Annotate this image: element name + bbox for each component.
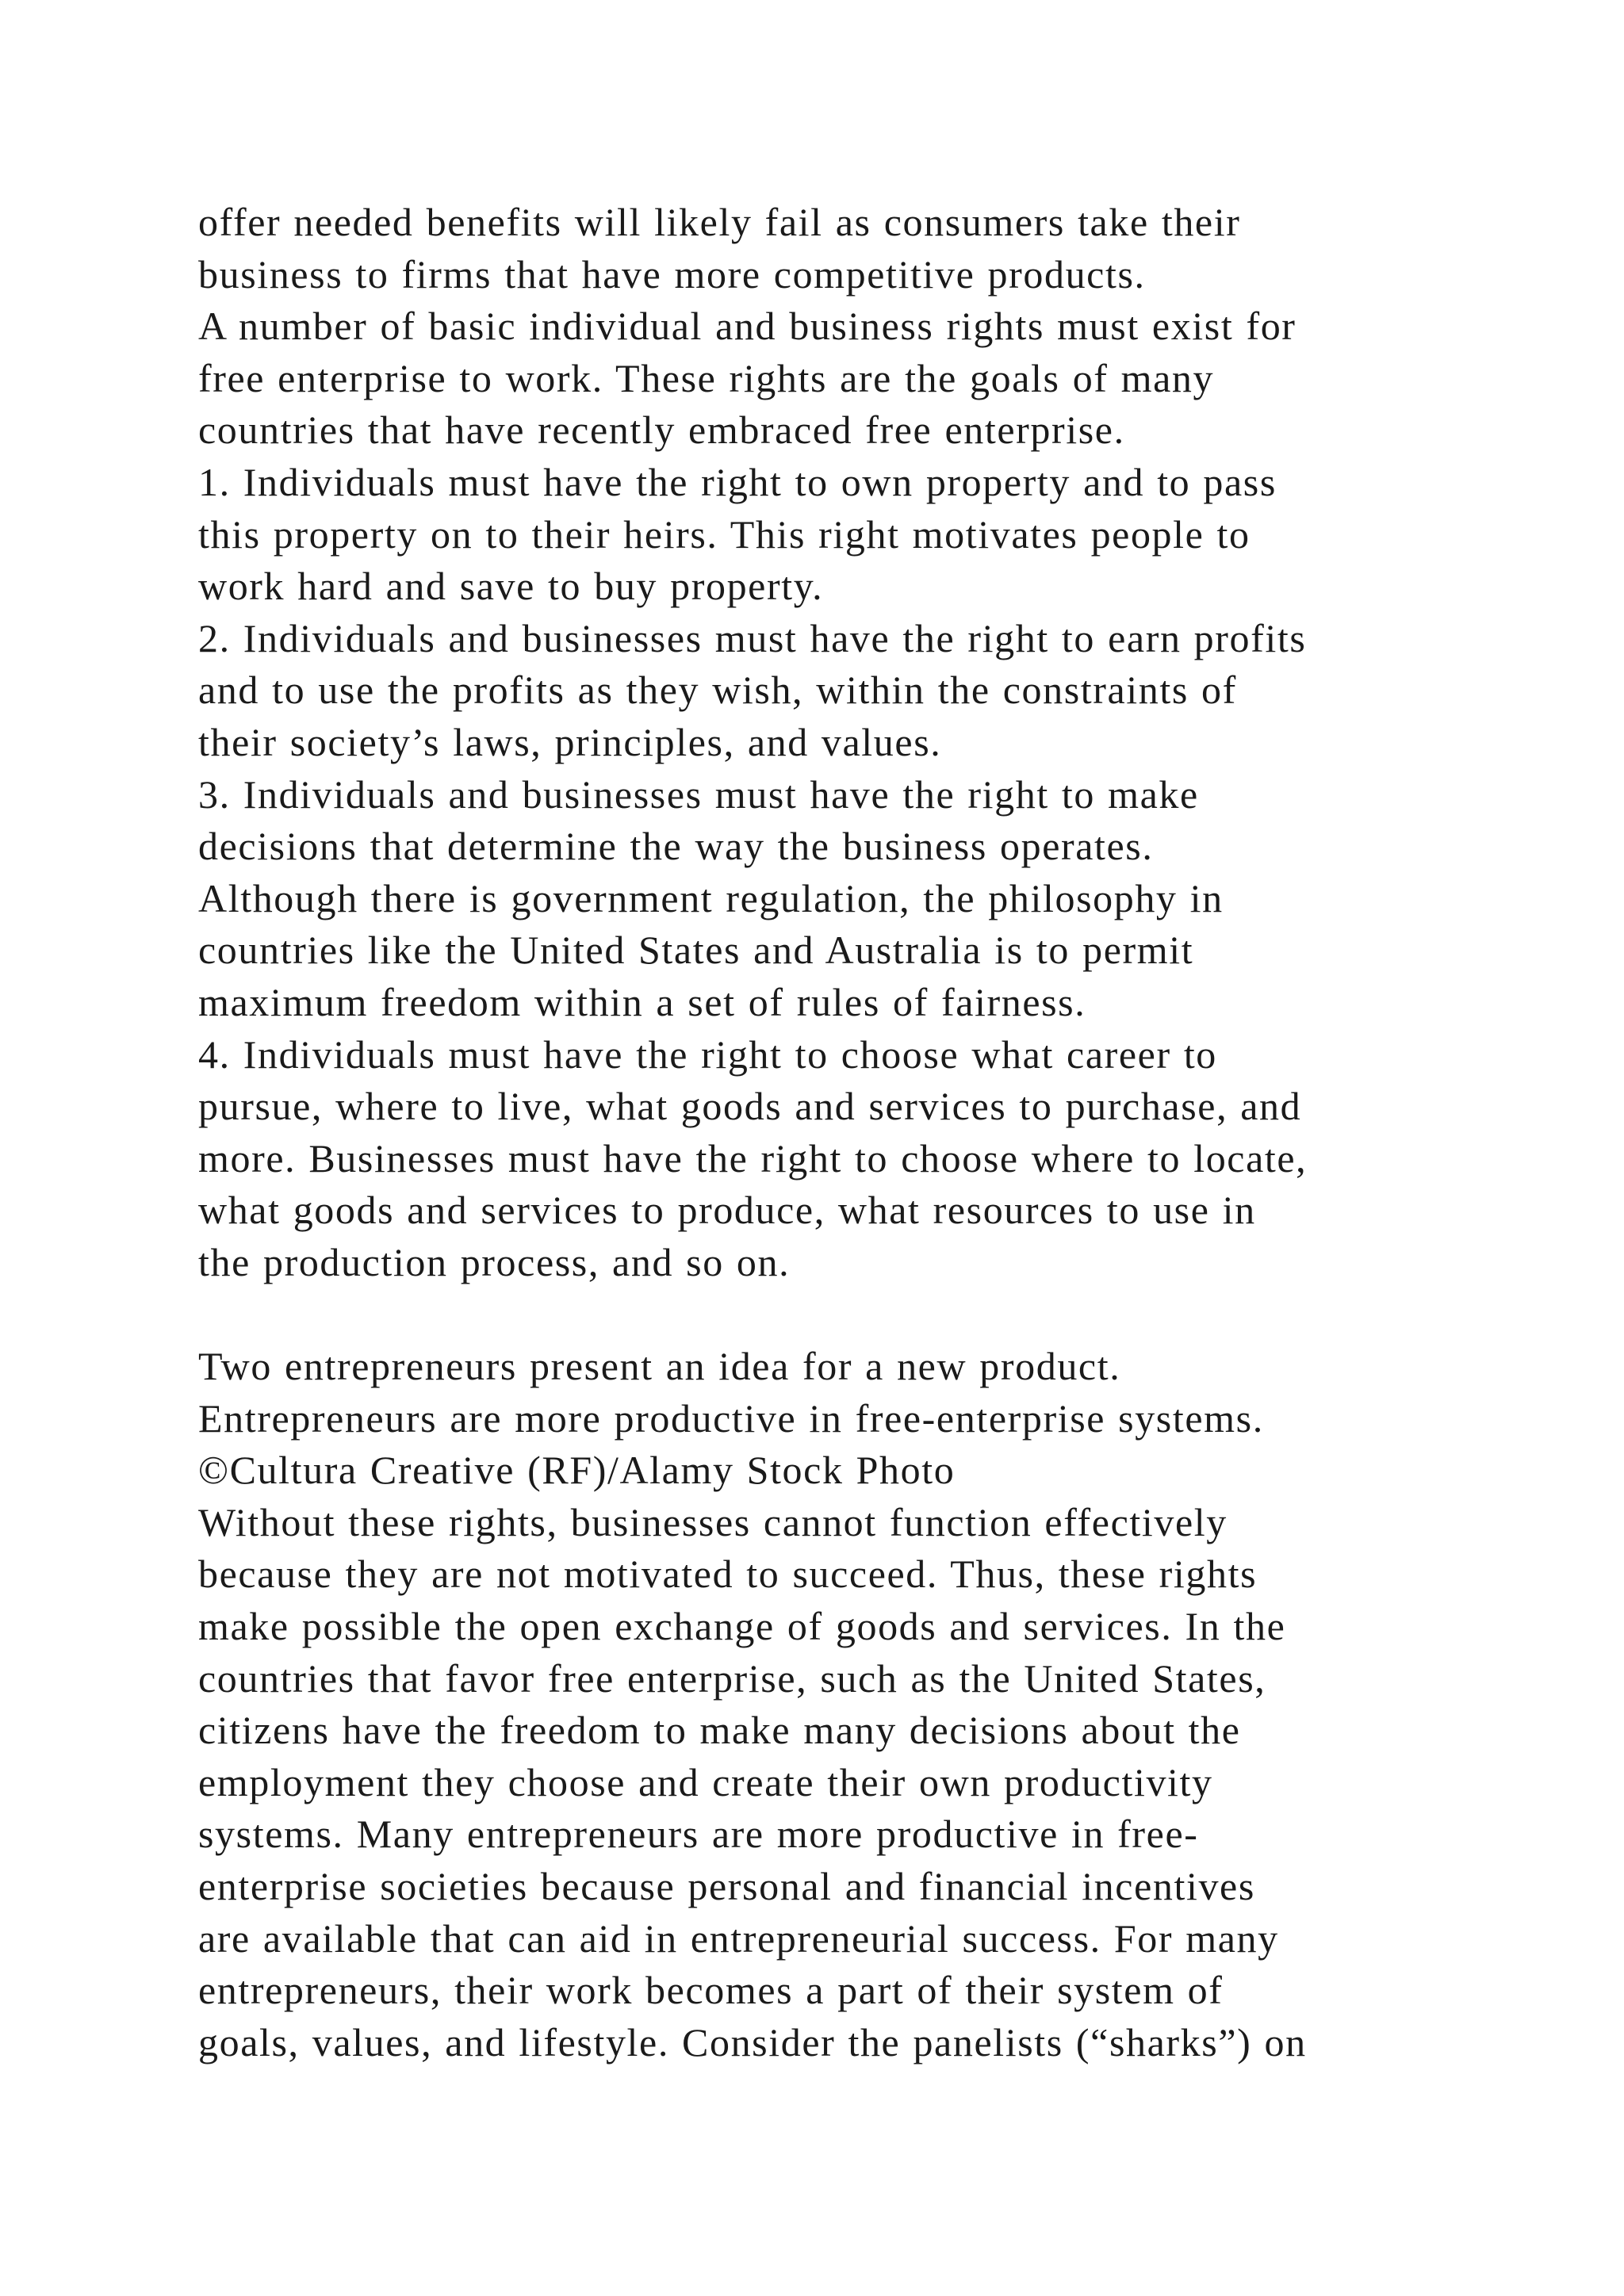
photo-caption-line: Entrepreneurs are more productive in free-enterprise systems. (198, 1395, 1264, 1441)
text-line: because they are not motivated to succeed. Thus, these rights (198, 1552, 1258, 1597)
list-item-2-line: their society’s laws, principles, and values. (198, 719, 942, 764)
text-line: employment they choose and create their own productivity (198, 1759, 1213, 1804)
list-item-3-line: decisions that determine the way the business operates. (198, 824, 1154, 869)
text-line: offer needed benefits will likely fail as consumers take their (198, 200, 1241, 244)
blank-line (198, 1288, 1507, 1341)
text-line: free enterprise to work. These rights are the goals of many (198, 355, 1215, 400)
text-line: enterprise societies because personal and financial incentives (198, 1864, 1255, 1908)
list-item-1-line: this property on to their heirs. This right motivates people to (198, 511, 1251, 557)
text-line: countries that have recently embraced free enterprise. (198, 408, 1125, 453)
list-item-1-line: work hard and save to buy property. (198, 564, 824, 609)
list-item-3-line: Although there is government regulation, the philosophy in (198, 875, 1224, 920)
text-line: goals, values, and lifestyle. Consider the panelists (“sharks”) on (198, 2019, 1307, 2064)
list-item-3-line: 3. Individuals and businesses must have the right to make (198, 771, 1199, 817)
list-item-4-line: what goods and services to produce, what resources to use in (198, 1188, 1256, 1233)
list-item-4-line: more. Businesses must have the right to choose where to locate, (198, 1135, 1308, 1181)
list-item-4-line: pursue, where to live, what goods and services to purchase, and (198, 1084, 1302, 1129)
text-line: A number of basic individual and business rights must exist for (198, 304, 1297, 349)
list-item-1-line: 1. Individuals must have the right to own property and to pass (198, 459, 1277, 504)
list-item-2-line: and to use the profits as they wish, within the constraints of (198, 668, 1237, 713)
text-line: make possible the open exchange of goods and services. In the (198, 1604, 1286, 1649)
list-item-3-line: maximum freedom within a set of rules of fairness. (198, 979, 1086, 1024)
text-line: citizens have the freedom to make many decisions about the (198, 1708, 1241, 1753)
text-line: entrepreneurs, their work becomes a part of their system of (198, 1968, 1224, 2013)
body-text (198, 197, 1507, 2068)
list-item-3-line: countries like the United States and Australia is to permit (198, 928, 1194, 973)
photo-caption-line: Two entrepreneurs present an idea for a new product. (198, 1344, 1121, 1389)
text-line: systems. Many entrepreneurs are more productive in free- (198, 1812, 1199, 1857)
text-line: Without these rights, businesses cannot function effectively (198, 1499, 1228, 1544)
text-line: business to firms that have more competitive products. (198, 251, 1146, 297)
text-line: are available that can aid in entrepreneurial success. For many (198, 1915, 1279, 1961)
list-item-4-line: 4. Individuals must have the right to choose what career to (198, 1031, 1217, 1077)
list-item-2-line: 2. Individuals and businesses must have the right to earn profits (198, 615, 1307, 660)
photo-credit: ©Cultura Creative (RF)/Alamy Stock Photo (198, 1448, 956, 1493)
text-line: countries that favor free enterprise, such as the United States, (198, 1655, 1266, 1701)
list-item-4-line: the production process, and so on. (198, 1239, 791, 1284)
